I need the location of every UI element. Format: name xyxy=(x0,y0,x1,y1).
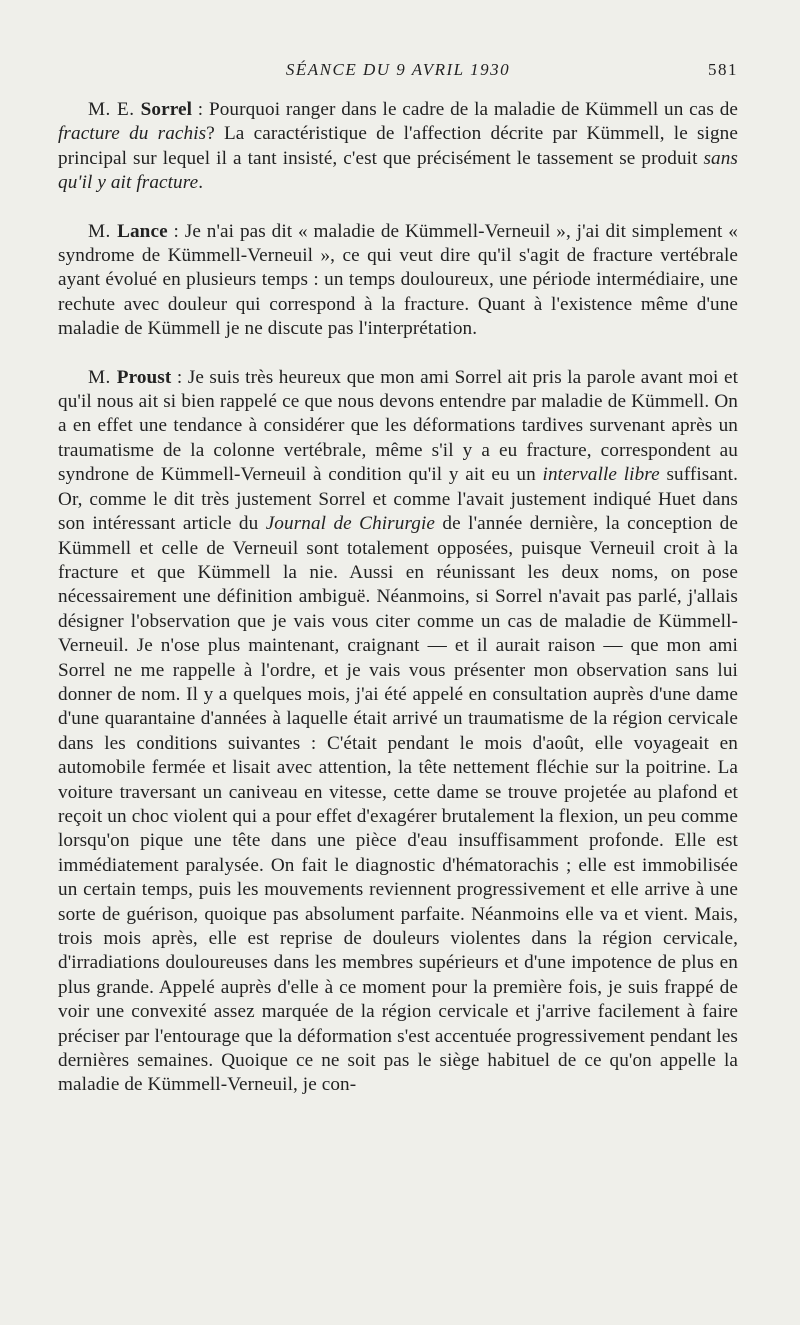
paragraph-proust xyxy=(58,366,738,1098)
italic-phrase: Journal de Chirurgie xyxy=(265,513,436,535)
running-header xyxy=(58,60,738,86)
speaker-prefix: M. xyxy=(88,220,118,242)
text-segment: de l'année dernière, la conception de Kümmell et celle de Verneuil sont totalement opposées, puisque Verneuil croit à la fracture et que Kümmell la nie. Aussi en réunissant les deux noms, on pose nécessairement une définition ambiguë. Néanmoins, si Sorrel n'avait pas parlé, j'allais désigner l'observation que je vais vous citer comme un cas de maladie de Kümmell-Verneuil. Je n'ose plus maintenant, craignant — et il aurait raison — que mon ami Sorrel ne me rappelle à l'ordre, et je vais vous présenter mon observation sans lui donner de nom. Il y a quelques mois, j'ai été appelé en consultation auprès d'une dame d'une quarantaine d'années à laquelle était arrivé un traumatisme de la région cervicale dans les conditions suivantes : C'était pendant le mois d'août, elle voyageait en automobile fermée et lisait avec attention, la tête nettement fléchie sur la poitrine. La voiture traversant un caniveau en vitesse, cette dame se trouve projetée au plafond et reçoit un choc violent qui a pour effet d'exagérer brutalement la flexion, un peu comme lorsqu'on pique une tête dans une pièce d'eau insuffisamment profonde. Elle est immédiatement paralysée. On fait le diagnostic d'hématorachis ; elle est immobilisée un certain temps, puis les mouvements reviennent progressivement et elle arrive à une sorte de guérison, quoique pas absolument parfaite. Néanmoins elle va et vient. Mais, trois mois après, elle est reprise de douleurs violentes dans la région cervicale, d'irradiations douloureuses dans les membres supérieurs et d'une impotence de plus en plus grande. Appelé auprès d'elle à ce moment pour la première fois, je suis frappé de voir une convexité assez marquée de la région cervicale et j'arrive facilement à faire préciser par l'entourage que la déformation s'est accentuée progressivement pendant les dernières semaines. Quoique ce ne soit pas le siège habituel de ce qu'on appelle la maladie de Kümmell-Verneuil, je con- xyxy=(58,513,738,1096)
running-title: SÉANCE DU 9 AVRIL 1930 xyxy=(285,60,511,79)
page-number: 581 xyxy=(708,60,738,79)
speaker-prefix: M. E. xyxy=(88,99,141,120)
text-segment: suffisant. Or, comme le dit très justement Sorrel et comme l'avait justement indiqué Huet dans son intéressant article du xyxy=(58,464,738,535)
text-segment: ? La caractéristique de l'affection décrite par Kümmell, le signe principal sur lequel il a tant insisté, c'est que précisément le tassement se produit xyxy=(58,123,738,169)
body-text xyxy=(58,98,738,1098)
speaker-name-sorrel: Sorrel xyxy=(140,99,193,120)
text-segment: : Pourquoi ranger dans le cadre de la maladie de Kümmell un cas de xyxy=(192,99,739,120)
paragraph-lance xyxy=(58,220,738,342)
speaker-name-proust: Proust xyxy=(116,366,172,388)
text-segment: . xyxy=(198,172,204,194)
text-segment: : Je suis très heureux que mon ami Sorrel ait pris la parole avant moi et qu'il nous ait si bien rappelé ce que nous devons entendre par maladie de Kümmell. On a en effet une tendance à considérer que les déformations tardives survenant après un traumatisme de la colonne vertébrale, même s'il y a eu fracture, correspondent au syndrone de Kümmell-Verneuil à condition qu'il y ait eu un xyxy=(58,366,738,486)
italic-phrase: sans qu'il y ait fracture xyxy=(58,147,738,194)
italic-phrase: intervalle libre xyxy=(542,464,660,486)
paragraph-sorrel xyxy=(58,98,738,196)
speaker-name-lance: Lance xyxy=(117,220,168,242)
text-segment: : Je n'ai pas dit « maladie de Kümmell-Verneuil », j'ai dit simplement « syndrome de Kümmell-Verneuil », ce qui veut dire qu'il s'agit de fracture vertébrale ayant évolué en plusieurs temps : un temps douloureux, une période intermédiaire, une rechute avec douleur qui correspond à la fracture. Quant à l'existence même d'une maladie de Kümmell je ne discute pas l'interprétation. xyxy=(58,220,738,340)
speaker-prefix: M. xyxy=(88,366,117,388)
italic-phrase: fracture du rachis xyxy=(58,123,207,145)
